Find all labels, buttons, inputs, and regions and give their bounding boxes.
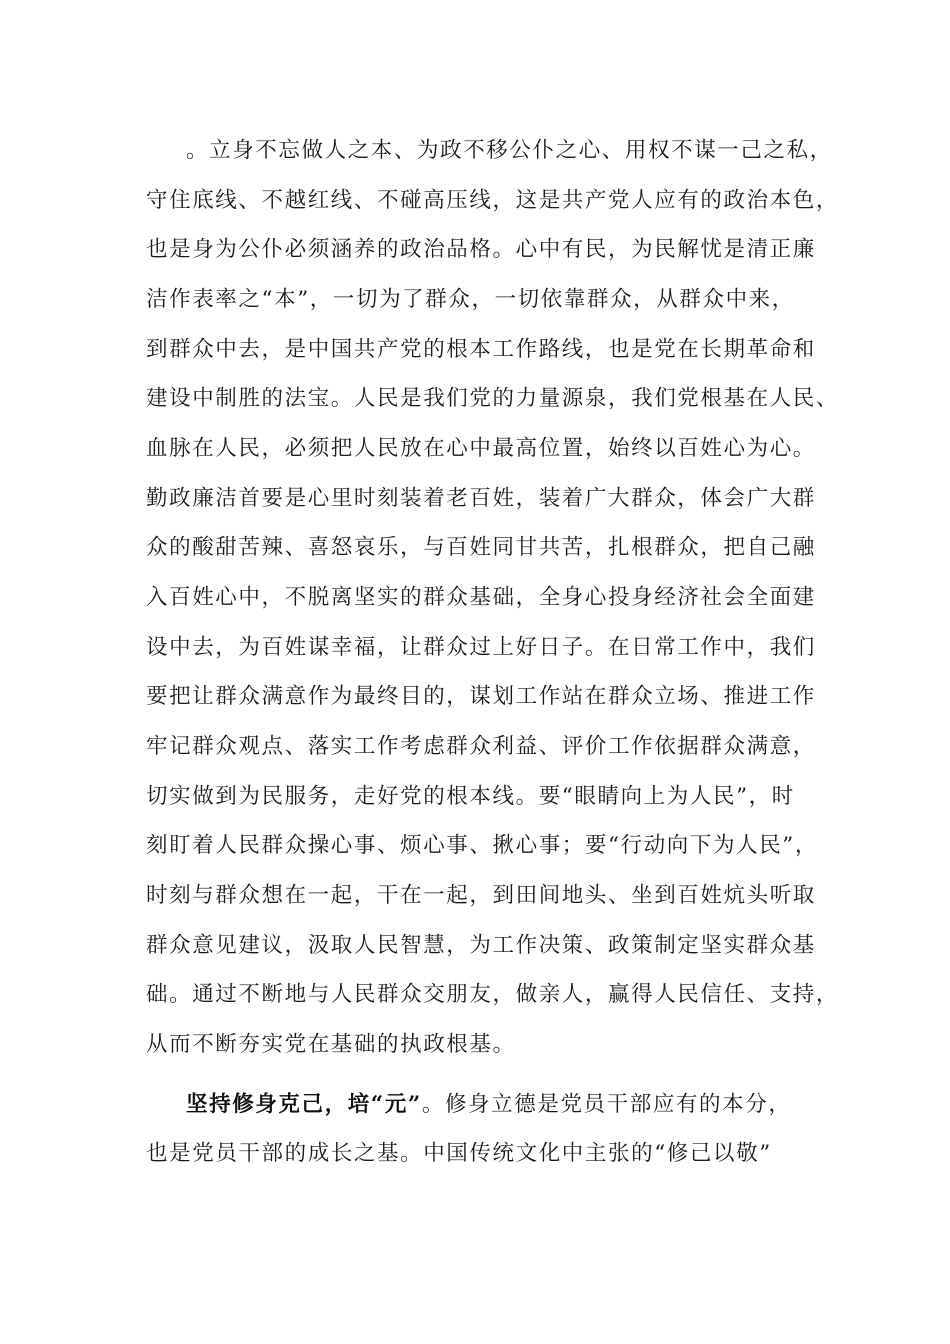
paragraph-line: 勤政廉洁首要是心里时刻装着老百姓，装着广大群众，体会广大群 <box>146 486 816 511</box>
paragraph-line: 要把让群众满意作为最终目的，谋划工作站在群众立场、推进工作 <box>146 684 816 709</box>
paragraph-line: 血脉在人民，必须把人民放在心中最高位置，始终以百姓心为心。 <box>146 436 816 461</box>
paragraph-line: 也是身为公仆必须涵养的政治品格。心中有民，为民解忧是清正廉 <box>146 237 816 262</box>
paragraph-line: 刻盯着人民群众操心事、烦心事、揪心事；要“行动向下为人民”， <box>146 833 818 858</box>
paragraph-line: 洁作表率之“本”，一切为了群众，一切依靠群众，从群众中来， <box>146 287 795 312</box>
paragraph-line: 群众意见建议，汲取人民智慧，为工作决策、政策制定坚实群众基 <box>146 933 816 958</box>
paragraph-text: 。修身立德是党员干部应有的本分， <box>421 1092 792 1117</box>
paragraph-line: 也是党员干部的成长之基。中国传统文化中主张的“修己以敬” <box>146 1141 772 1166</box>
paragraph-line: 牢记群众观点、落实工作考虑群众利益、评价工作依据群众满意， <box>146 734 816 759</box>
paragraph-line: 守住底线、不越红线、不碰高压线，这是共产党人应有的政治本色， <box>146 188 840 213</box>
paragraph-line <box>186 1090 791 1120</box>
paragraph-line: 时刻与群众想在一起，干在一起，到田间地头、坐到百姓炕头听取 <box>146 883 816 908</box>
paragraph-line: 建设中制胜的法宝。人民是我们党的力量源泉，我们党根基在人民、 <box>146 386 840 411</box>
paragraph-line: 到群众中去，是中国共产党的根本工作路线，也是党在长期革命和 <box>146 337 816 362</box>
paragraph-line: 础。通过不断地与人民群众交朋友，做亲人，赢得人民信任、支持， <box>146 982 840 1007</box>
section-heading: 坚持修身克己，培“元” <box>186 1092 422 1117</box>
paragraph-line: 入百姓心中，不脱离坚实的群众基础，全身心投身经济社会全面建 <box>146 585 816 610</box>
paragraph-line: 。立身不忘做人之本、为政不移公仆之心、用权不谋一己之私， <box>186 138 833 163</box>
paragraph-line: 从而不断夯实党在基础的执政根基。 <box>146 1032 516 1057</box>
paragraph-line: 众的酸甜苦辣、喜怒哀乐，与百姓同甘共苦，扎根群众，把自己融 <box>146 535 816 560</box>
paragraph-line: 设中去，为百姓谋幸福，让群众过上好日子。在日常工作中，我们 <box>146 635 816 660</box>
paragraph-line: 切实做到为民服务，走好党的根本线。要“眼睛向上为人民”，时 <box>146 784 795 809</box>
